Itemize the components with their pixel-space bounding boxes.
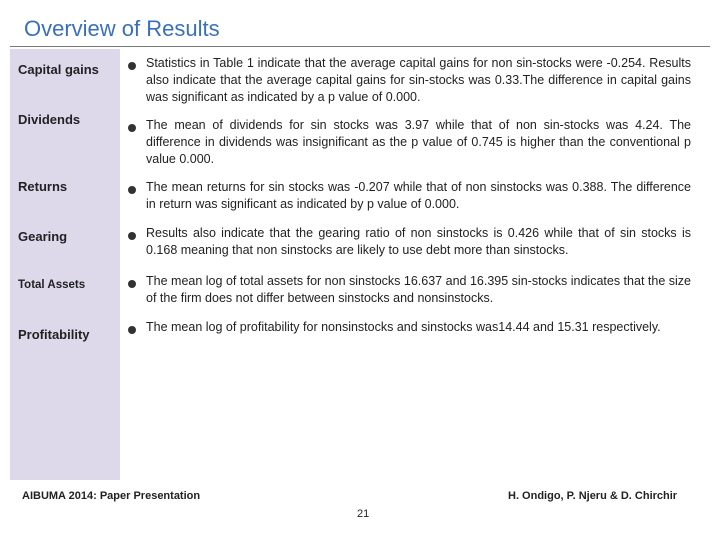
page-number: 21	[357, 508, 370, 520]
bullet-icon	[128, 124, 136, 132]
row-text-total-assets: The mean log of total assets for non sinstocks 16.637 and 16.395 sin-stocks indicates that the size of the firm does not differ between sinstocks and nonsinstocks.	[146, 274, 691, 305]
row-label-profitability: Profitability	[18, 327, 90, 342]
slide-title: Overview of Results	[24, 16, 220, 41]
bullet-icon	[128, 326, 136, 334]
row-text-gearing: Results also indicate that the gearing ratio of non sinstocks is 0.426 while that of sin stocks is 0.168 meaning that non sinstocks are likely to use debt more than sinstocks.	[146, 226, 691, 257]
bullet-icon	[128, 186, 136, 194]
bullet-icon	[128, 62, 136, 70]
bullet-icon	[128, 280, 136, 288]
row-text-capital-gains: Statistics in Table 1 indicate that the average capital gains for non sin-stocks were -0.254. Results also indicate that the average capital gains for sin-stocks was 0.33.The difference in capital gains was significant as indicated by a p value of 0.000.	[146, 56, 691, 104]
footer-conference: AIBUMA 2014: Paper Presentation	[22, 490, 201, 502]
row-text-dividends: The mean of dividends for sin stocks was 3.97 while that of non sin-stocks was 4.24. The difference in dividends was insignificant as the p value of 0.745 is higher than the conventional p value 0.000.	[146, 118, 691, 166]
row-label-dividends: Dividends	[18, 112, 81, 127]
row-label-capital-gains: Capital gains	[18, 62, 99, 77]
row-text-profitability: The mean log of profitability for nonsinstocks and sinstocks was14.44 and 15.31 respectively.	[146, 320, 661, 334]
row-label-returns: Returns	[18, 179, 68, 194]
footer-authors: H. Ondigo, P. Njeru & D. Chirchir	[508, 490, 678, 502]
row-text-returns: The mean returns for sin stocks was -0.207 while that of non sinstocks was 0.388. The difference in return was significant as indicated by p value of 0.000.	[146, 180, 691, 211]
title-divider	[10, 46, 710, 47]
row-label-total-assets: Total Assets	[18, 279, 86, 291]
row-label-gearing: Gearing	[18, 229, 68, 244]
bullet-icon	[128, 232, 136, 240]
